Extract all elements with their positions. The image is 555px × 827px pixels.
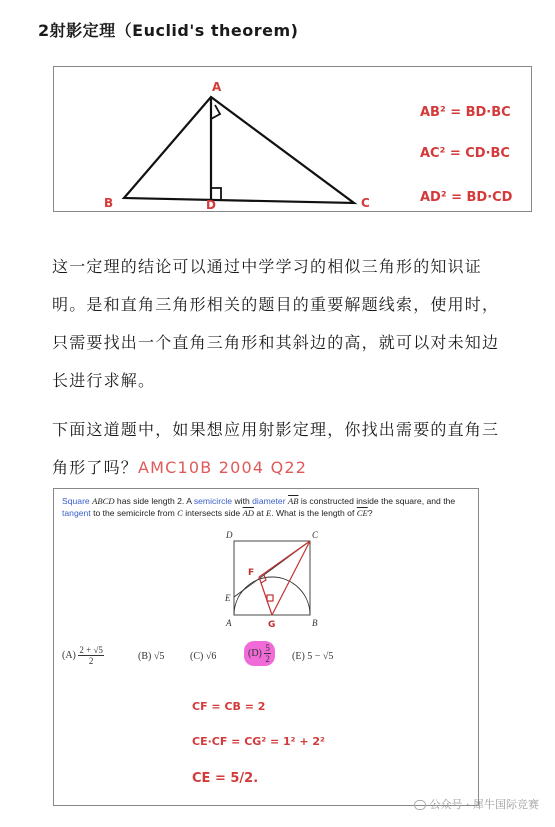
right-angle-mark-1: [267, 595, 273, 601]
choice-d-fraction: [264, 643, 271, 664]
choice-a: [62, 645, 104, 666]
section-heading: 2射影定理（Euclid's theorem): [38, 21, 299, 40]
question-text: 下面这道题中，如果想应用射影定理，你找出需要的直角三角形了吗？: [52, 420, 500, 477]
problem-text-5: to the semicircle from: [90, 508, 178, 518]
wechat-icon: [414, 800, 426, 810]
work-line-2: CE·CF = CG² = 1² + 2²: [192, 735, 325, 748]
choice-e-label: (E): [292, 651, 305, 662]
term-tangent: tangent: [62, 508, 91, 518]
sq-label-e: E: [225, 593, 231, 603]
work-line-1: CF = CB = 2: [192, 700, 266, 713]
choice-c: [190, 651, 216, 662]
label-b: B: [104, 196, 114, 210]
problem-screenshot: [53, 488, 479, 806]
var-abcd: ABCD: [92, 496, 115, 506]
watermark-text: 公众号 · 犀牛国际竞赛: [429, 798, 539, 811]
right-angle-a: [211, 105, 220, 119]
sq-label-c: C: [312, 530, 319, 540]
figure-euclid-theorem: [53, 66, 532, 212]
term-semicircle: semicircle: [193, 496, 233, 506]
choice-d-highlighted: [244, 641, 275, 666]
term-diameter: diameter: [252, 496, 286, 506]
choice-d-label: (D): [248, 647, 262, 659]
formula-3: AD² = BD·CD: [420, 190, 513, 205]
label-a: A: [212, 80, 222, 94]
problem-statement: [62, 495, 470, 519]
var-ad: $\overline{AD}$: [242, 508, 255, 518]
choice-a-den: 2: [88, 656, 94, 666]
problem-text-2: has side length 2. A: [114, 496, 194, 506]
sq-label-f: F: [248, 568, 255, 578]
term-square: Square: [62, 496, 93, 506]
choice-d-num: 5: [265, 643, 270, 653]
watermark: [414, 796, 540, 812]
label-c: C: [361, 196, 370, 210]
problem-text-6: intersects side: [182, 508, 243, 518]
var-c: C: [177, 508, 183, 518]
formula-2: AC² = CD·BC: [420, 146, 510, 161]
problem-text-4: is constructed inside the square, and the: [298, 496, 456, 506]
semicircle: [234, 577, 310, 615]
problem-text-3: with: [232, 496, 253, 506]
problem-text-9: ?: [367, 508, 373, 518]
choice-c-label: (C): [190, 651, 204, 662]
choice-d-den: 2: [265, 654, 270, 664]
problem-link[interactable]: AMC10B 2004 Q22: [138, 458, 308, 477]
var-ce: $\overline{CE}$: [356, 508, 368, 518]
segment-cf: [259, 541, 310, 577]
segment-cg: [272, 541, 310, 615]
square-abcd: [234, 541, 310, 615]
sq-label-b: B: [312, 618, 318, 628]
choice-e: [292, 651, 333, 662]
choice-b: [138, 651, 164, 662]
sq-label-g: G: [268, 620, 276, 630]
paragraph-explanation: 这一定理的结论可以通过中学学习的相似三角形的知识证明。是和直角三角形相关的题目的重要解题线索，使用时，只需要找出一个直角三角形和其斜边的高，就可以对未知边长进行求解。: [52, 257, 500, 390]
problem-text-8: . What is the length of: [271, 508, 357, 518]
triangle-abc: [124, 97, 354, 203]
square-diagram: [204, 525, 334, 633]
choice-a-label: (A): [62, 649, 76, 661]
choice-a-num: 2 + √5: [79, 645, 103, 655]
label-d: D: [206, 198, 216, 211]
var-e: E: [265, 508, 272, 518]
formula-1: AB² = BD·BC: [420, 105, 511, 120]
work-line-3: CE = 5/2.: [192, 771, 259, 786]
choice-a-fraction: [78, 645, 104, 666]
problem-text-7: at: [254, 508, 266, 518]
sq-label-d: D: [226, 530, 233, 540]
choice-b-value: √5: [153, 651, 165, 662]
handwritten-work: [54, 679, 478, 799]
paragraph-question: [52, 411, 512, 487]
sq-label-a: A: [226, 618, 232, 628]
euclid-diagram: [54, 67, 531, 211]
choice-c-value: √6: [205, 651, 217, 662]
choice-e-value: 5 − √5: [307, 651, 334, 662]
var-ab: $\overline{AB}$: [287, 496, 299, 506]
answer-choices: [62, 639, 472, 665]
choice-b-label: (B): [138, 651, 152, 662]
